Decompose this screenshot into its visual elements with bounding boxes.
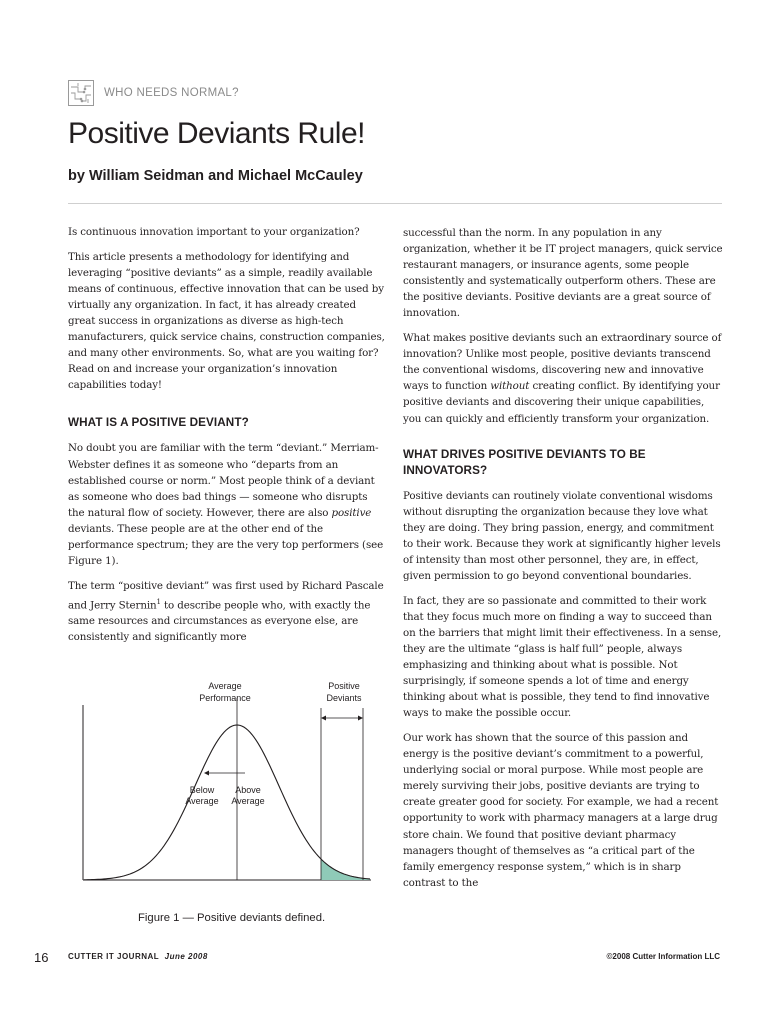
- page-footer: [0, 950, 768, 966]
- footnote-ref[interactable]: 1: [156, 597, 161, 606]
- page-number: 16: [34, 950, 49, 965]
- paragraph: successful than the norm. In any population in any organization, whether it be IT project managers, quick service restaurant managers, or insurance agents, some people consistently and systematically outperform others. These are the positive deviants. Positive deviants are a great source of innovation.: [403, 227, 723, 320]
- paragraph: The term “positive deviant” was first used by Richard Pascale and Jerry Sternin$^1$ to describe people who, with exactly the same resources and circumstances as everyone else, are consistently and significantly more: [68, 579, 384, 644]
- paragraph: What makes positive deviants such an extraordinary source of innovation? Unlike most people, positive deviants transcend the conventional wisdoms, discovering new and innovative ways to function without creating conflict. By identifying your positive deviants and discovering their unique capabilities, you can quickly and efficiently transform your organization.: [403, 332, 722, 425]
- paragraph: No doubt you are familiar with the term “deviant.” Merriam-Webster defines it as someone who “departs from an established course or norm.” Most people think of a deviant as someone who does bad things — someone who disrupts the natural flow of society. However, there are also positive deviants. These people are at the other end of the performance spectrum; they are the very top performers (see Figure 1).: [68, 442, 384, 567]
- figure-caption: Figure 1 — Positive deviants defined.: [138, 912, 326, 924]
- paragraph: Our work has shown that the source of this passion and energy is the positive deviant’s commitment to a powerful, underlying social or moral purpose. While most people are merely surviving their jobs, positive deviants are trying to create greater good for society. For example, we had a recent opportunity to work with pharmacy managers at a large drug store chain. We found that positive deviant pharmacy managers thought of themselves as “a critical part of the family emergency response system,” which is in sharp contrast to the: [403, 732, 719, 889]
- article-title: Positive Deviants Rule!: [68, 117, 365, 150]
- paragraph: Is continuous innovation important to your organization?: [68, 226, 360, 238]
- label-positive-deviants: Positive Deviants: [326, 681, 362, 703]
- paragraph: In fact, they are so passionate and committed to their work that they focus much more on finding a way to succeed than on the barriers that might limit their effectiveness. In a sense, they are the ultimate “glass is half full” people, always emphasizing and thinking about what is possible. Not surprisingly, if someone spends a lot of time and energy thinking about what is possible, they tend to find innovative ways to make the possible occur.: [403, 594, 722, 720]
- section-label-text: WHO NEEDS NORMAL?: [104, 87, 239, 99]
- header-divider: [68, 203, 722, 204]
- emphasis: without: [490, 380, 530, 393]
- label-above-average: Above Average: [231, 785, 265, 806]
- label-average-performance: Average Performance: [199, 681, 251, 703]
- bell-curve: [84, 725, 370, 880]
- left-column: [68, 224, 386, 654]
- article-byline: by William Seidman and Michael McCauley: [68, 168, 363, 184]
- right-column: [403, 225, 725, 900]
- section-label: [68, 80, 239, 106]
- section-heading: WHAT IS A POSITIVE DEVIANT?: [68, 416, 249, 430]
- paragraph: Positive deviants can routinely violate conventional wisdoms without disrupting the organization because they love what they are doing. They bring passion, energy, and commitment to their work. Because they work at significantly higher levels of intensity than most other personnel, they are, in effect, given permission to go beyond conventional boundaries.: [403, 489, 721, 582]
- deviant-range-arrow: [321, 716, 363, 721]
- label-below-average: Below Average: [185, 785, 219, 806]
- circuit-board-icon: [68, 80, 94, 106]
- performance-range-arrow: [204, 771, 245, 776]
- journal-name: CUTTER IT JOURNAL June 2008: [68, 952, 208, 961]
- section-heading: WHAT DRIVES POSITIVE DEVIANTS TO BE INNOVATORS?: [403, 447, 646, 477]
- emphasis: positive: [331, 506, 372, 519]
- copyright: ©2008 Cutter Information LLC: [606, 952, 720, 961]
- paragraph: This article presents a methodology for identifying and leveraging “positive deviants” as a simple, readily available means of continuous, effective innovation that can be used by virtually any organization. In fact, it has already created great success in organizations as diverse as high-tech manufacturers, quick service chains, construction companies, and many other environments. So, what are you waiting for? Read on and increase your organization’s innovation capabilities today!: [68, 251, 385, 392]
- figure-1-bell-curve: [82, 678, 372, 888]
